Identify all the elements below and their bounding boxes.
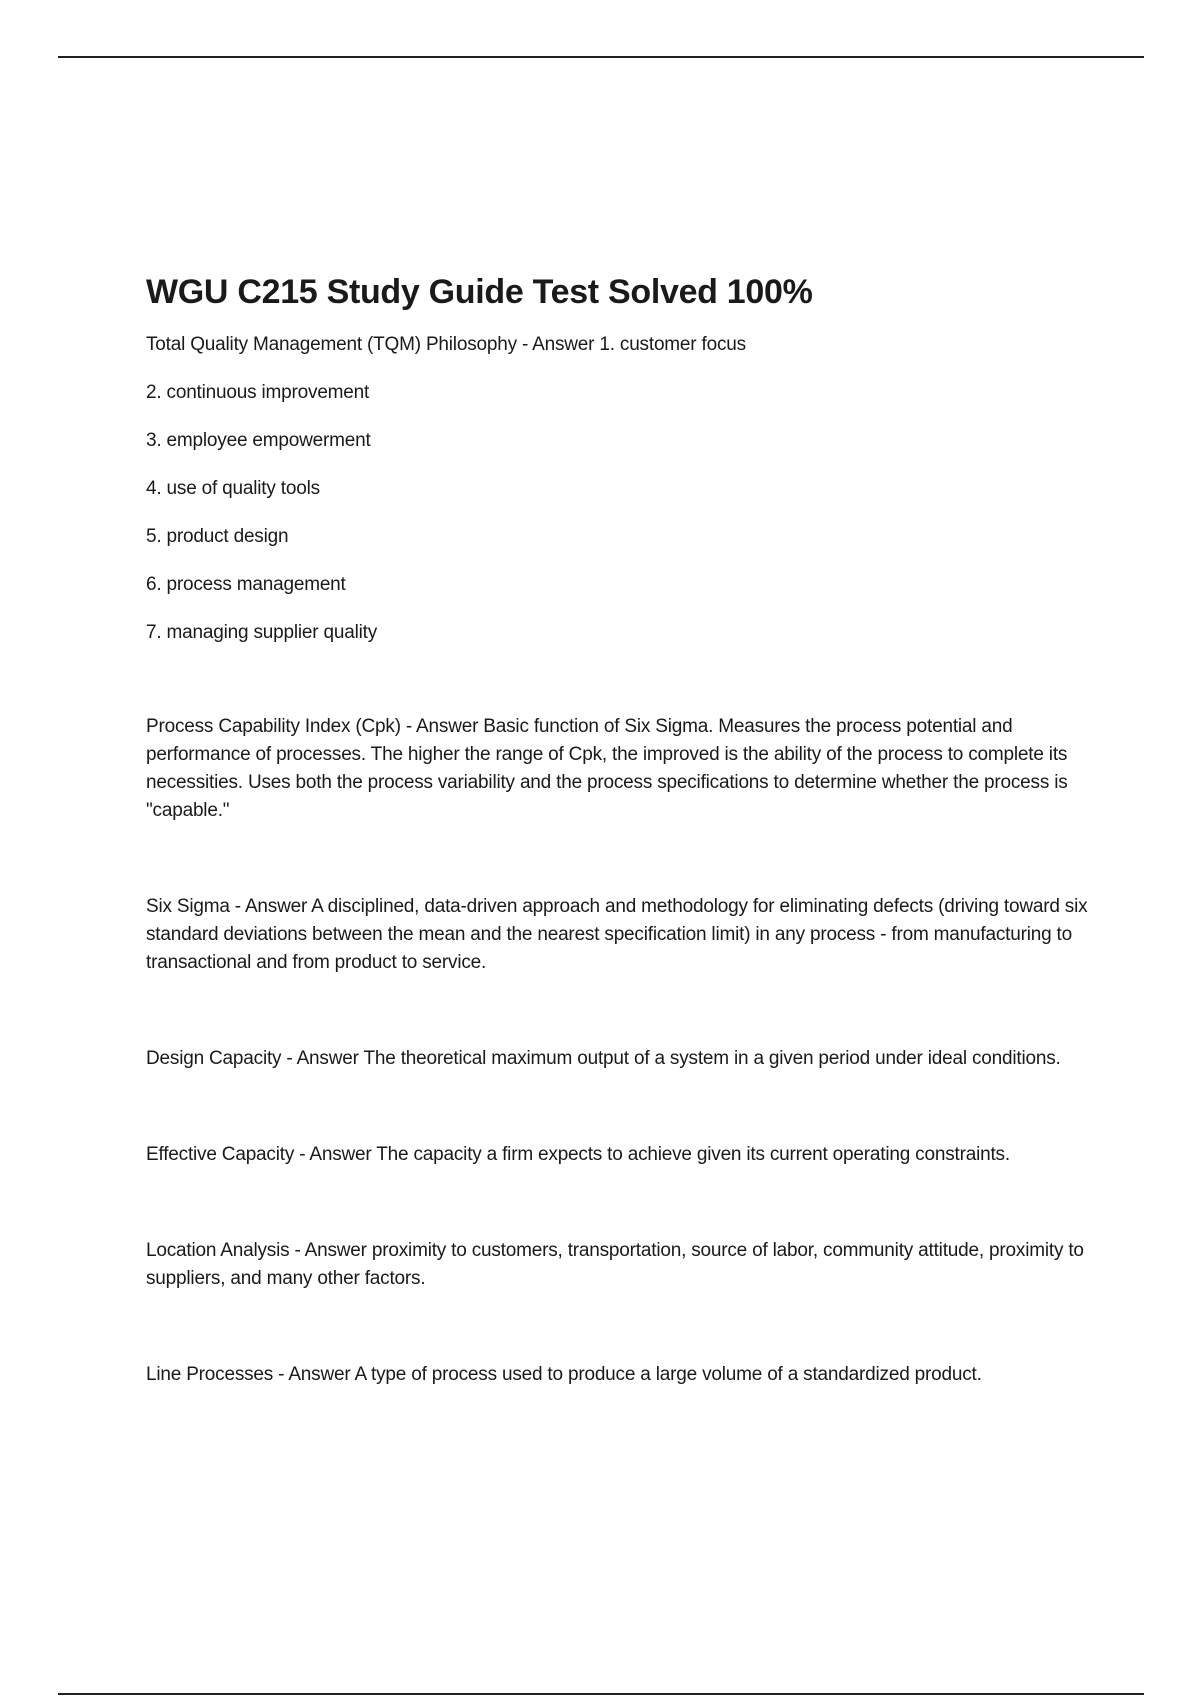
- entry-design-capacity: Design Capacity - Answer The theoretical maximum output of a system in a given period under ideal conditions.: [146, 1047, 1061, 1069]
- bottom-rule: [58, 1693, 1144, 1695]
- entry-process-capability-index: Process Capability Index (Cpk) - Answer Basic function of Six Sigma. Measures the process potential and performance of processes. The higher the range of Cpk, the improved is the ability of the process to complete its necessities. Uses both the process variability and the process specifications to determine whether the process is "capable.": [146, 715, 1068, 821]
- entry-location-analysis: Location Analysis - Answer proximity to customers, transportation, source of labor, community attitude, proximity to suppliers, and many other factors.: [146, 1239, 1084, 1289]
- tqm-item: 6. process management: [146, 573, 346, 595]
- top-rule: [58, 56, 1144, 58]
- entry-effective-capacity: Effective Capacity - Answer The capacity a firm expects to achieve given its current operating constraints.: [146, 1143, 1010, 1165]
- tqm-item: 3. employee empowerment: [146, 429, 371, 451]
- document-title: WGU C215 Study Guide Test Solved 100%: [146, 273, 813, 311]
- tqm-intro: Total Quality Management (TQM) Philosophy - Answer 1. customer focus: [146, 333, 746, 355]
- entry-six-sigma: Six Sigma - Answer A disciplined, data-driven approach and methodology for eliminating defects (driving toward six standard deviations between the mean and the nearest specification limit) in any process - from manufacturing to transactional and from product to service.: [146, 895, 1088, 973]
- tqm-item: 7. managing supplier quality: [146, 621, 377, 643]
- entry-line-processes: Line Processes - Answer A type of process used to produce a large volume of a standardized product.: [146, 1363, 982, 1385]
- tqm-item: 5. product design: [146, 525, 289, 547]
- tqm-item: 2. continuous improvement: [146, 381, 370, 403]
- tqm-item: 4. use of quality tools: [146, 477, 320, 499]
- document-body: [146, 272, 1096, 1457]
